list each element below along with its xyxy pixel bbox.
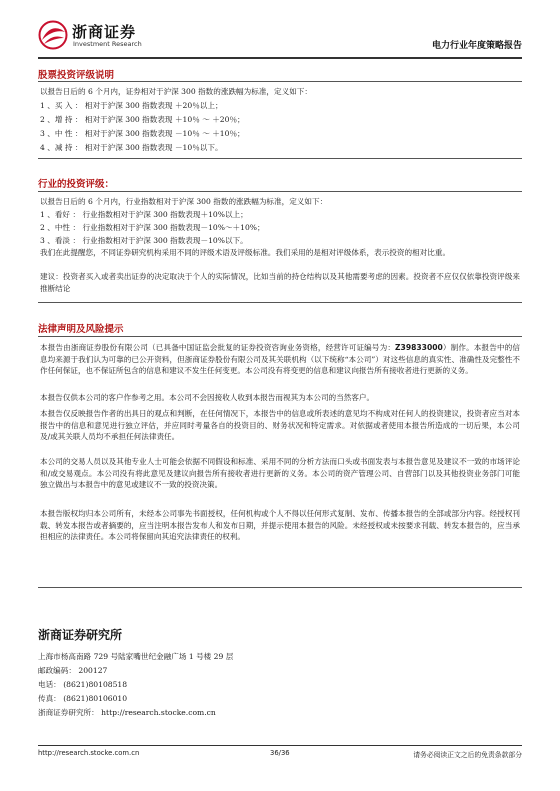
footer-disclaimer: 请务必阅读正文之后的免责条款部分 <box>413 751 522 759</box>
footer-divider <box>38 745 522 746</box>
legal-paragraph-1: 本报告由浙商证券股份有限公司（已具备中国证监会批复的证券投资咨询业务资格，经营许可证编号为：Z39833000）制作。本报告中的信息均来源于我们认为可靠的已公开资料，但浙商证券股份有限公司及其关联机构（以下统称“本公司”）对这些信息的真实性、准确性及完整性不作任何保证，也不保证所包含的信息和建议不发生任何变更。本公司没有将变更的信息和建议向报告所有接收者进行更新的义务。 <box>40 343 520 375</box>
stock-rating-overweight: 2 、增 持 ： 相对于沪深 300 指数表现 ＋10％ ～ ＋20％； <box>40 115 245 124</box>
institute-title: 浙商证券研究所 <box>38 628 123 642</box>
stock-rating-intro: 以报告日后的 6 个月内，证券相对于沪深 300 指数的涨跌幅为标准，定义如下： <box>40 87 312 96</box>
stock-rating-underweight: 4 、减 持 ： 相对于沪深 300 指数表现 －10％以下。 <box>40 143 223 152</box>
industry-rating-intro: 以报告日后的 6 个月内，行业指数相对于沪深 300 指数的涨跌幅为标准，定义如下： <box>40 197 328 206</box>
legal-title: 法律声明及风险提示 <box>38 324 124 335</box>
industry-rating-note: 我们在此提醒您，不同证券研究机构采用不同的评级术语及评级标准。我们采用的是相对评级体系，表示投资的相对比重。 <box>40 248 451 257</box>
report-name: 电力行业年度策略报告 <box>431 41 522 51</box>
institute-website: 浙商证券研究所： http://research.stocke.com.cn <box>38 708 216 717</box>
stock-rating-title: 股票投资评级说明 <box>38 70 115 81</box>
legal-paragraph-4: 本公司的交易人员以及其他专业人士可能会依据不同假设和标准、采用不同的分析方法而口头或书面发表与本报告意见及建议不一致的市场评论和/或交易观点。本公司没有将此意见及建议向报告所有接收者进行更新的义务。本公司的资产管理公司、自营部门以及其他投资业务部门可能独立做出与本报告中的意见或建议不一致的投资决策。 <box>40 457 520 489</box>
page-header <box>38 18 522 54</box>
header-divider <box>38 57 522 59</box>
page-number: 36/36 <box>270 749 290 757</box>
stock-rating-buy: 1 、买 入 ： 相对于沪深 300 指数表现 ＋20％以上； <box>40 101 223 110</box>
institute-fax: 传真： (8621)80106010 <box>38 694 128 703</box>
legal-paragraph-5: 本报告版权均归本公司所有，未经本公司事先书面授权，任何机构或个人不得以任何形式复制、发布、传播本报告的全部或部分内容。经授权刊载、转发本报告或者摘要的，应当注明本报告发布人和发布日期，并提示使用本报告的风险。未经授权或未按要求刊载、转发本报告的，应当承担相应的法律责任。本公司将保留向其追究法律责任的权利。 <box>40 509 520 541</box>
industry-rating-negative: 3 、看淡 ： 行业指数相对于沪深 300 指数表现－10%以下。 <box>40 236 248 245</box>
legal-paragraph-3: 本报告仅反映报告作者的出具日的观点和判断，在任何情况下，本报告中的信息或所表述的意见均不构成对任何人的投资建议，投资者应当对本报告中的信息和意见进行独立评估，并应同时考量各自的投资目的、财务状况和特定需求。对依据或者使用本报告所造成的一切后果，本公司及/或其关联人员均不承担任何法律责任。 <box>40 409 520 441</box>
institute-address: 上海市杨高南路 729 号陆家嘴世纪金融广场 1 号楼 29 层 <box>38 652 234 661</box>
institute-postcode: 邮政编码： 200127 <box>38 666 108 675</box>
company-logo-icon <box>38 20 68 50</box>
logo-subtitle: Investment Research <box>73 40 142 48</box>
footer-url: http://research.stocke.com.cn <box>38 749 140 757</box>
industry-rating-advice: 建议：投资者买入或者卖出证券的决定取决于个人的实际情况，比如当前的持仓结构以及其他需要考虑的因素。投资者不应仅仅依靠投资评级来推断结论 <box>40 272 520 293</box>
logo-text: 浙商证券 <box>72 23 137 41</box>
institute-phone: 电话： (8621)80108518 <box>38 680 128 689</box>
legal-paragraph-2: 本报告仅供本公司的客户作参考之用。本公司不会因接收人收到本报告而视其为本公司的当然客户。 <box>40 393 375 402</box>
license-number: Z39833000 <box>395 343 443 352</box>
industry-rating-neutral: 2 、中性 ： 行业指数相对于沪深 300 指数表现－10%～＋10%； <box>40 223 265 232</box>
industry-rating-title: 行业的投资评级： <box>38 179 115 190</box>
industry-rating-positive: 1 、看好 ： 行业指数相对于沪深 300 指数表现＋10%以上； <box>40 210 248 219</box>
stock-rating-neutral: 3 、中 性 ： 相对于沪深 300 指数表现 －10％ ～ ＋10％； <box>40 129 245 138</box>
